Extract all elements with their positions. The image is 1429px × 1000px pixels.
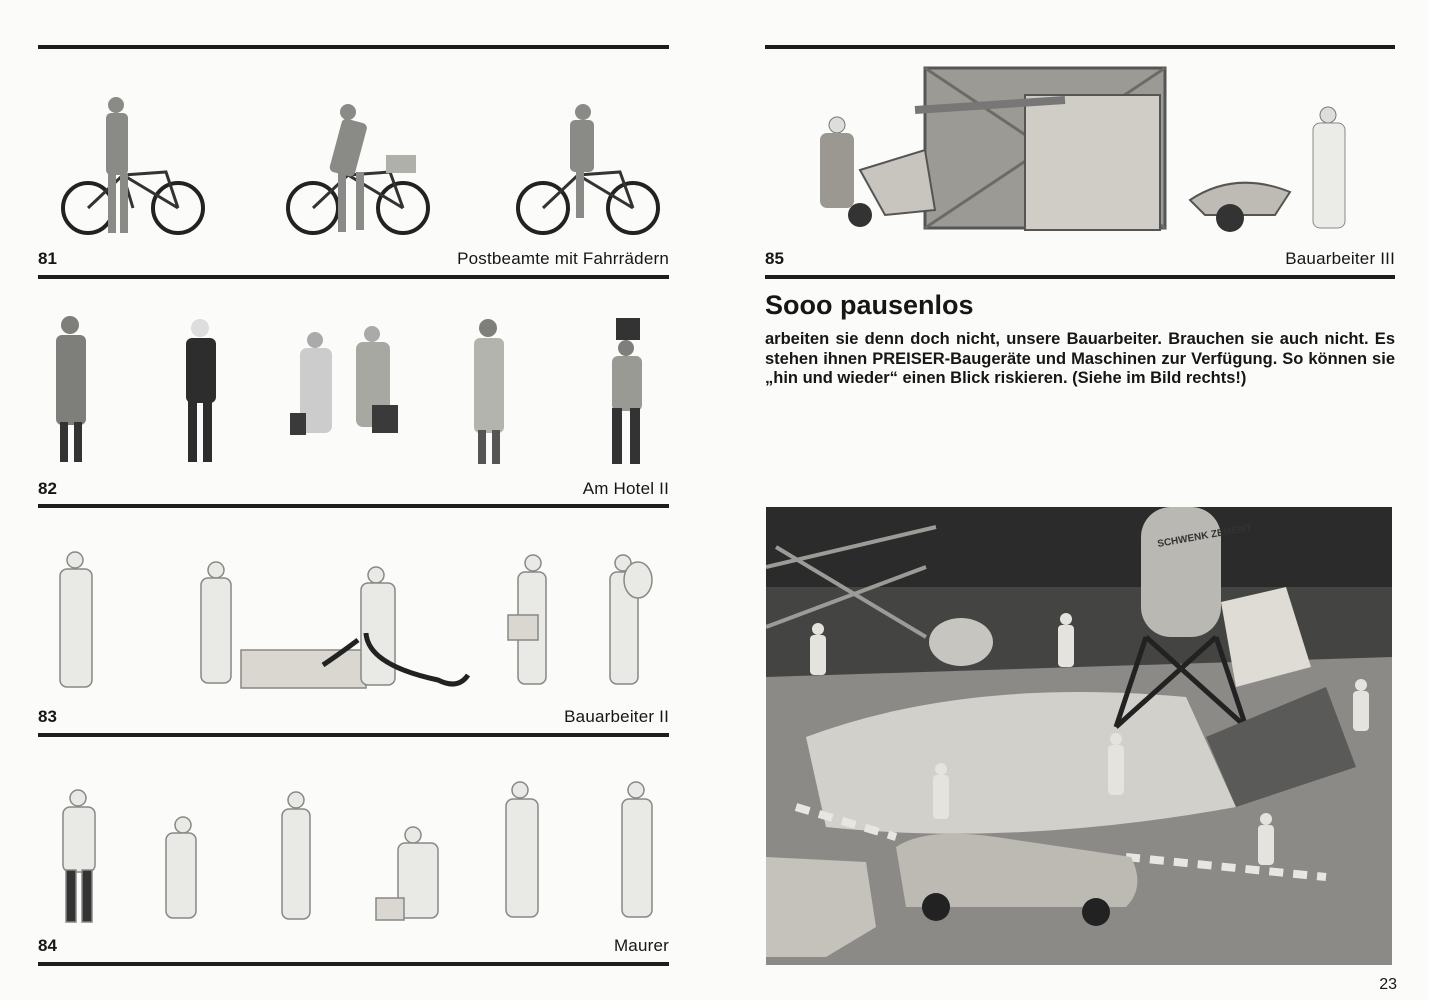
- cement-silo-label: SCHWENK ZEMENT: [1156, 522, 1253, 550]
- set-number-84: 84: [38, 936, 57, 955]
- article-body: arbeiten sie denn doch nicht, unsere Bauarbeiter. Brauchen sie auch nicht. Es stehen ihnen PREISER-Baugeräte und Maschinen zur Verfügung. So können sie „hin und wieder“ einen Blick riskieren. (Siehe im Bild rechts!): [765, 330, 1395, 387]
- set-caption-81: Postbeamte mit Fahrrädern: [457, 249, 669, 268]
- set-caption-82: Am Hotel II: [582, 479, 669, 498]
- figure-panel-85: [765, 60, 1395, 245]
- set-caption-85: Bauarbeiter III: [1285, 249, 1395, 268]
- set-number-82: 82: [38, 479, 57, 498]
- figure-panel-83: [38, 545, 669, 695]
- set-number-85: 85: [765, 249, 784, 268]
- page-number: 23: [1379, 976, 1397, 993]
- set-caption-84: Maurer: [613, 936, 669, 955]
- rule-83-bottom: [38, 733, 669, 737]
- set-number-83: 83: [38, 707, 57, 726]
- figure-panel-81: [38, 60, 669, 245]
- rule-82-bottom: [38, 504, 669, 508]
- figure-panel-84: [38, 780, 669, 925]
- rule-81-top: [38, 45, 669, 49]
- set-number-81: 81: [38, 249, 57, 268]
- rule-85-top: [765, 45, 1395, 49]
- article-heading: Sooo pausenlos: [765, 290, 974, 320]
- rule-84-bottom: [38, 962, 669, 966]
- rule-85-bottom: [765, 275, 1395, 279]
- set-caption-83: Bauarbeiter II: [564, 707, 669, 726]
- rule-81-bottom: [38, 275, 669, 279]
- figure-panel-82: [38, 310, 669, 475]
- construction-site-photo: [766, 507, 1392, 965]
